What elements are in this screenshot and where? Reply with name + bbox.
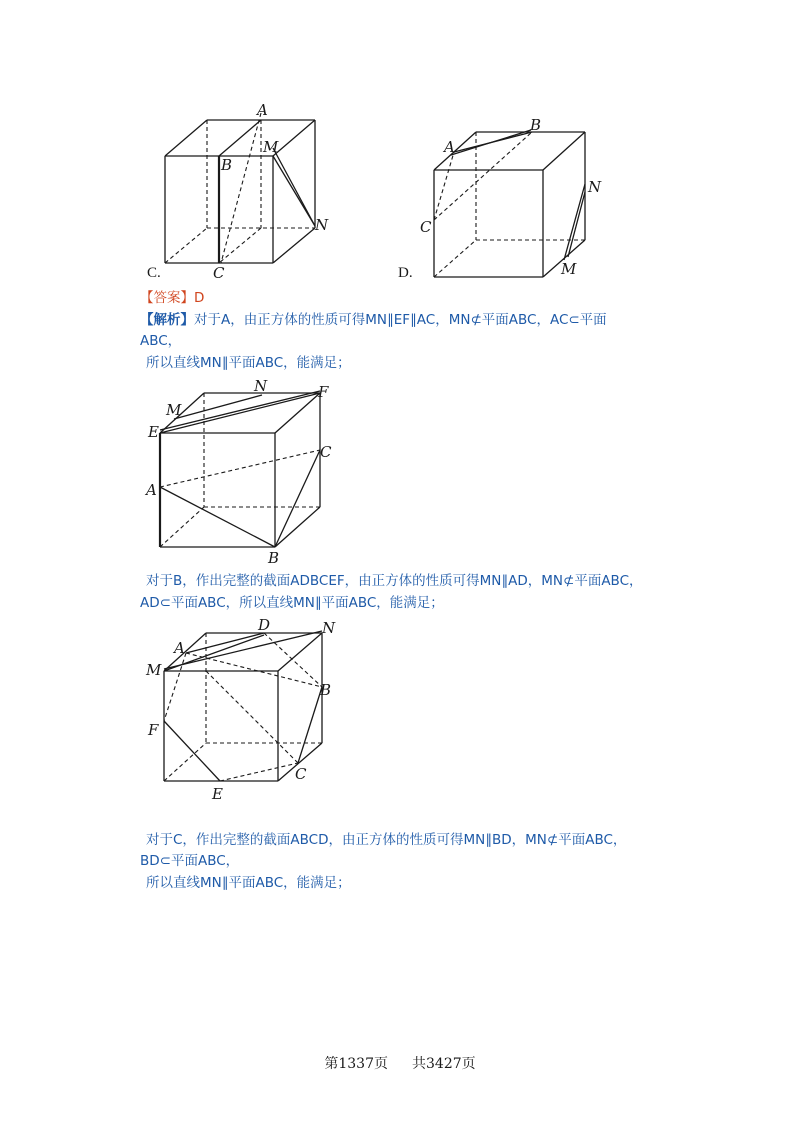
- analysis-line-8: 所以直线MN∥平面ABC，能满足；: [146, 875, 351, 891]
- label-c: C: [295, 765, 307, 783]
- label-e: E: [212, 785, 223, 803]
- label-d: D: [258, 616, 271, 634]
- option-d-label: D.: [398, 265, 413, 281]
- label-a: A: [174, 639, 185, 657]
- label-a: A: [444, 138, 455, 156]
- label-f: F: [148, 721, 159, 739]
- label-a: A: [146, 481, 157, 499]
- label-b: B: [320, 681, 332, 699]
- page-number: 第1337页: [324, 1056, 388, 1072]
- figure-option-c: [145, 98, 335, 283]
- label-n: N: [322, 619, 336, 637]
- label-b: B: [268, 549, 280, 567]
- page-footer: [0, 1053, 800, 1073]
- label-b: B: [530, 116, 542, 134]
- answer-value: D: [194, 290, 205, 306]
- label-c: C: [213, 264, 225, 282]
- analysis-line-2: ABC，: [140, 333, 182, 349]
- figure-option-d: [418, 112, 613, 287]
- label-m: M: [561, 260, 577, 278]
- analysis-line-7: BD⊂平面ABC，: [140, 853, 240, 869]
- answer-line: [140, 288, 204, 309]
- label-f: F: [318, 383, 329, 401]
- label-m: M: [263, 138, 279, 156]
- answer-tag: 【答案】: [140, 290, 194, 306]
- label-b: B: [221, 156, 233, 174]
- analysis-tag: 【解析】: [140, 312, 194, 328]
- page-total: 共3427页: [412, 1056, 476, 1072]
- label-a: A: [257, 101, 268, 119]
- label-m: M: [146, 661, 162, 679]
- analysis-line-3: 所以直线MN∥平面ABC，能满足；: [146, 355, 351, 371]
- label-e: E: [148, 423, 159, 441]
- analysis-line-6: 对于C，作出完整的截面ABCD，由正方体的性质可得MN∥BD，MN⊄平面ABC，: [146, 832, 627, 848]
- label-n: N: [315, 216, 329, 234]
- analysis-line-5: AD⊂平面ABC，所以直线MN∥平面ABC，能满足；: [140, 595, 444, 611]
- figure-analysis-2: [140, 615, 355, 805]
- analysis-line-1: 【解析】对于A，由正方体的性质可得MN∥EF∥AC，MN⊄平面ABC，AC⊂平面: [140, 312, 607, 328]
- figure-analysis-1: [140, 375, 350, 570]
- label-c: C: [420, 218, 432, 236]
- option-c-label: C.: [147, 265, 161, 281]
- label-c: C: [320, 443, 332, 461]
- label-n: N: [254, 377, 268, 395]
- analysis-line-4: 对于B，作出完整的截面ADBCEF，由正方体的性质可得MN∥AD，MN⊄平面ABC，: [146, 573, 643, 589]
- label-n: N: [588, 178, 602, 196]
- label-m: M: [166, 401, 182, 419]
